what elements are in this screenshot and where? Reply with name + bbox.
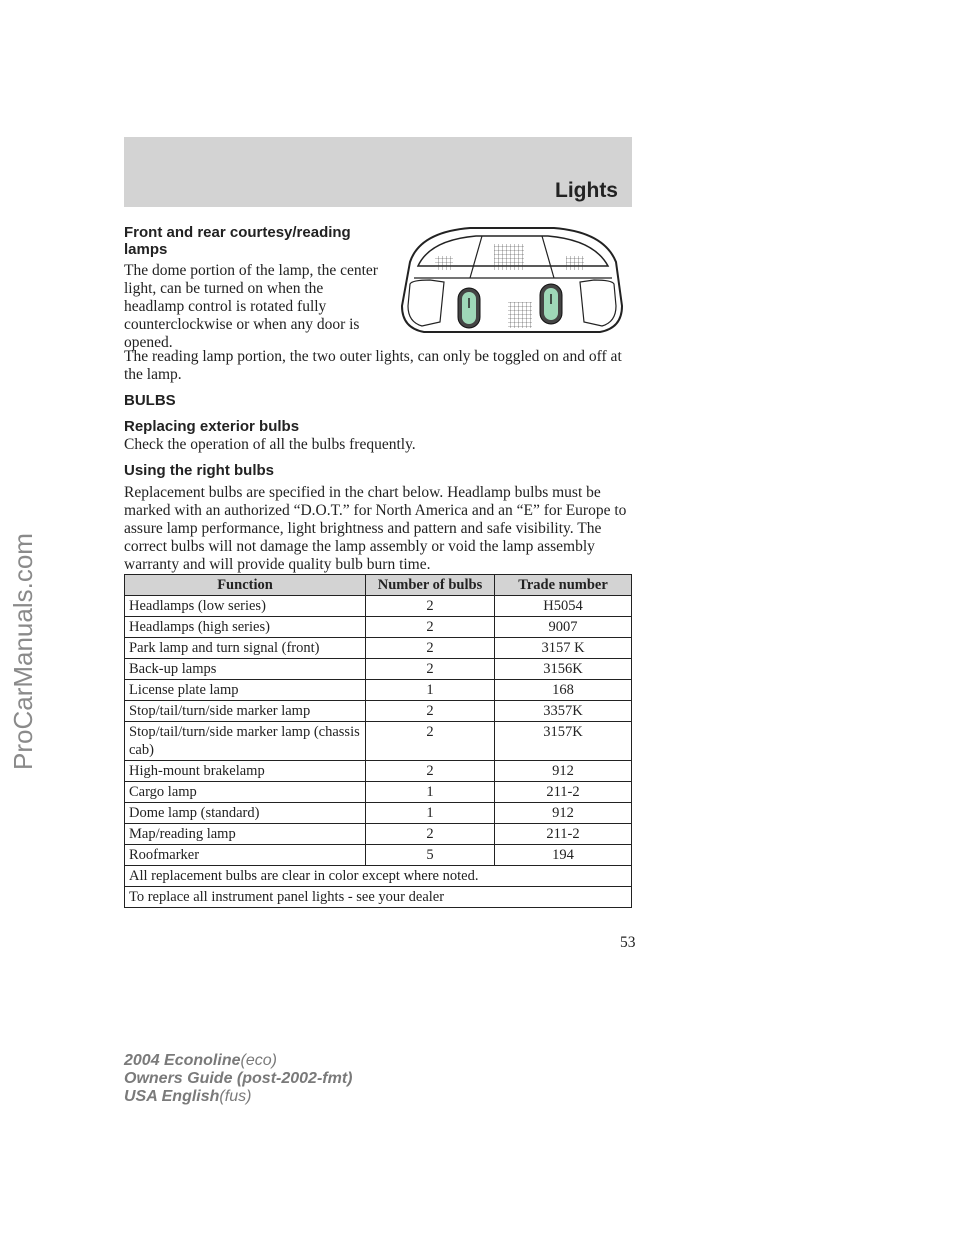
- footer-language: USA English: [124, 1088, 220, 1105]
- count-cell: 5: [366, 845, 495, 866]
- table-header-row: [125, 575, 632, 596]
- bulb-specification-table: [124, 574, 632, 908]
- column-header-function: Function: [125, 575, 366, 596]
- table-row: [125, 638, 632, 659]
- footer-line-guide: [124, 1070, 352, 1088]
- table-row: [125, 803, 632, 824]
- table-note: To replace all instrument panel lights - see your dealer: [125, 887, 632, 908]
- side-watermark: ProCarManuals.com: [8, 533, 38, 770]
- function-cell: Headlamps (high series): [125, 617, 366, 638]
- function-cell: High-mount brakelamp: [125, 761, 366, 782]
- count-cell: 2: [366, 824, 495, 845]
- function-cell: Headlamps (low series): [125, 596, 366, 617]
- trade-number-cell: 211-2: [495, 824, 632, 845]
- trade-number-cell: 194: [495, 845, 632, 866]
- footer-language-code: (fus): [219, 1088, 252, 1105]
- check-bulbs-paragraph: Check the operation of all the bulbs frequently.: [124, 436, 416, 453]
- function-cell: Stop/tail/turn/side marker lamp: [125, 701, 366, 722]
- replacement-bulbs-paragraph: Replacement bulbs are specified in the chart below. Headlamp bulbs must be marked with an authorized “D.O.T.” for North America and an “E” for Europe to assure lamp performance, light brightness and pattern and safe visibility. The correct bulbs will not damage the lamp assembly or void the lamp assembly warranty and will provide quality bulb burn time.: [124, 484, 627, 573]
- using-right-bulbs-heading: Using the right bulbs: [124, 462, 274, 479]
- footer-model-code: (eco): [240, 1052, 277, 1069]
- column-header-trade-number: Trade number: [495, 575, 632, 596]
- footer-line-language: [124, 1088, 352, 1106]
- intro-heading: Front and rear courtesy/reading lamps: [124, 224, 351, 258]
- trade-number-cell: 168: [495, 680, 632, 701]
- section-header-band: [124, 137, 632, 207]
- trade-number-cell: 912: [495, 803, 632, 824]
- trade-number-cell: H5054: [495, 596, 632, 617]
- right-switch-icon: [540, 284, 562, 324]
- count-cell: 2: [366, 659, 495, 680]
- column-header-number-of-bulbs: Number of bulbs: [366, 575, 495, 596]
- trade-number-cell: 211-2: [495, 782, 632, 803]
- footer-line-model: [124, 1052, 352, 1070]
- table-row: [125, 617, 632, 638]
- table-row: [125, 845, 632, 866]
- count-cell: 2: [366, 722, 495, 761]
- table-note: All replacement bulbs are clear in color except where noted.: [125, 866, 632, 887]
- table-row: [125, 701, 632, 722]
- left-switch-icon: [458, 288, 480, 328]
- function-cell: Dome lamp (standard): [125, 803, 366, 824]
- count-cell: 2: [366, 638, 495, 659]
- trade-number-cell: 912: [495, 761, 632, 782]
- function-cell: License plate lamp: [125, 680, 366, 701]
- section-title: Lights: [555, 179, 618, 202]
- function-cell: Roofmarker: [125, 845, 366, 866]
- count-cell: 2: [366, 761, 495, 782]
- table-row: [125, 761, 632, 782]
- table-row: [125, 596, 632, 617]
- function-cell: Map/reading lamp: [125, 824, 366, 845]
- table-row: [125, 722, 632, 761]
- count-cell: 1: [366, 680, 495, 701]
- function-cell: Park lamp and turn signal (front): [125, 638, 366, 659]
- table-note-row: [125, 887, 632, 908]
- count-cell: 1: [366, 782, 495, 803]
- table-row: [125, 824, 632, 845]
- table-row: [125, 680, 632, 701]
- table-row: [125, 659, 632, 680]
- replacing-exterior-bulbs-heading: Replacing exterior bulbs: [124, 418, 300, 435]
- footer-model: 2004 Econoline: [124, 1052, 241, 1069]
- intro-paragraph: The dome portion of the lamp, the center light, can be turned on when the headlamp control is rotated fully counterclockwise or when any door is opened.: [124, 262, 378, 351]
- reading-lamp-paragraph: The reading lamp portion, the two outer lights, can only be toggled on and off at the lamp.: [124, 348, 622, 383]
- trade-number-cell: 3156K: [495, 659, 632, 680]
- document-footer: [124, 1052, 352, 1106]
- function-cell: Cargo lamp: [125, 782, 366, 803]
- trade-number-cell: 3157K: [495, 722, 632, 761]
- count-cell: 1: [366, 803, 495, 824]
- function-cell: Stop/tail/turn/side marker lamp (chassis cab): [125, 722, 366, 761]
- courtesy-lamp-illustration: [390, 222, 634, 338]
- table-note-row: [125, 866, 632, 887]
- count-cell: 2: [366, 596, 495, 617]
- count-cell: 2: [366, 701, 495, 722]
- function-cell: Back-up lamps: [125, 659, 366, 680]
- page-number: 53: [620, 934, 636, 951]
- trade-number-cell: 3157 K: [495, 638, 632, 659]
- trade-number-cell: 3357K: [495, 701, 632, 722]
- trade-number-cell: 9007: [495, 617, 632, 638]
- footer-guide: Owners Guide (post-2002-fmt): [124, 1070, 353, 1087]
- bulbs-heading: BULBS: [124, 392, 176, 409]
- count-cell: 2: [366, 617, 495, 638]
- table-row: [125, 782, 632, 803]
